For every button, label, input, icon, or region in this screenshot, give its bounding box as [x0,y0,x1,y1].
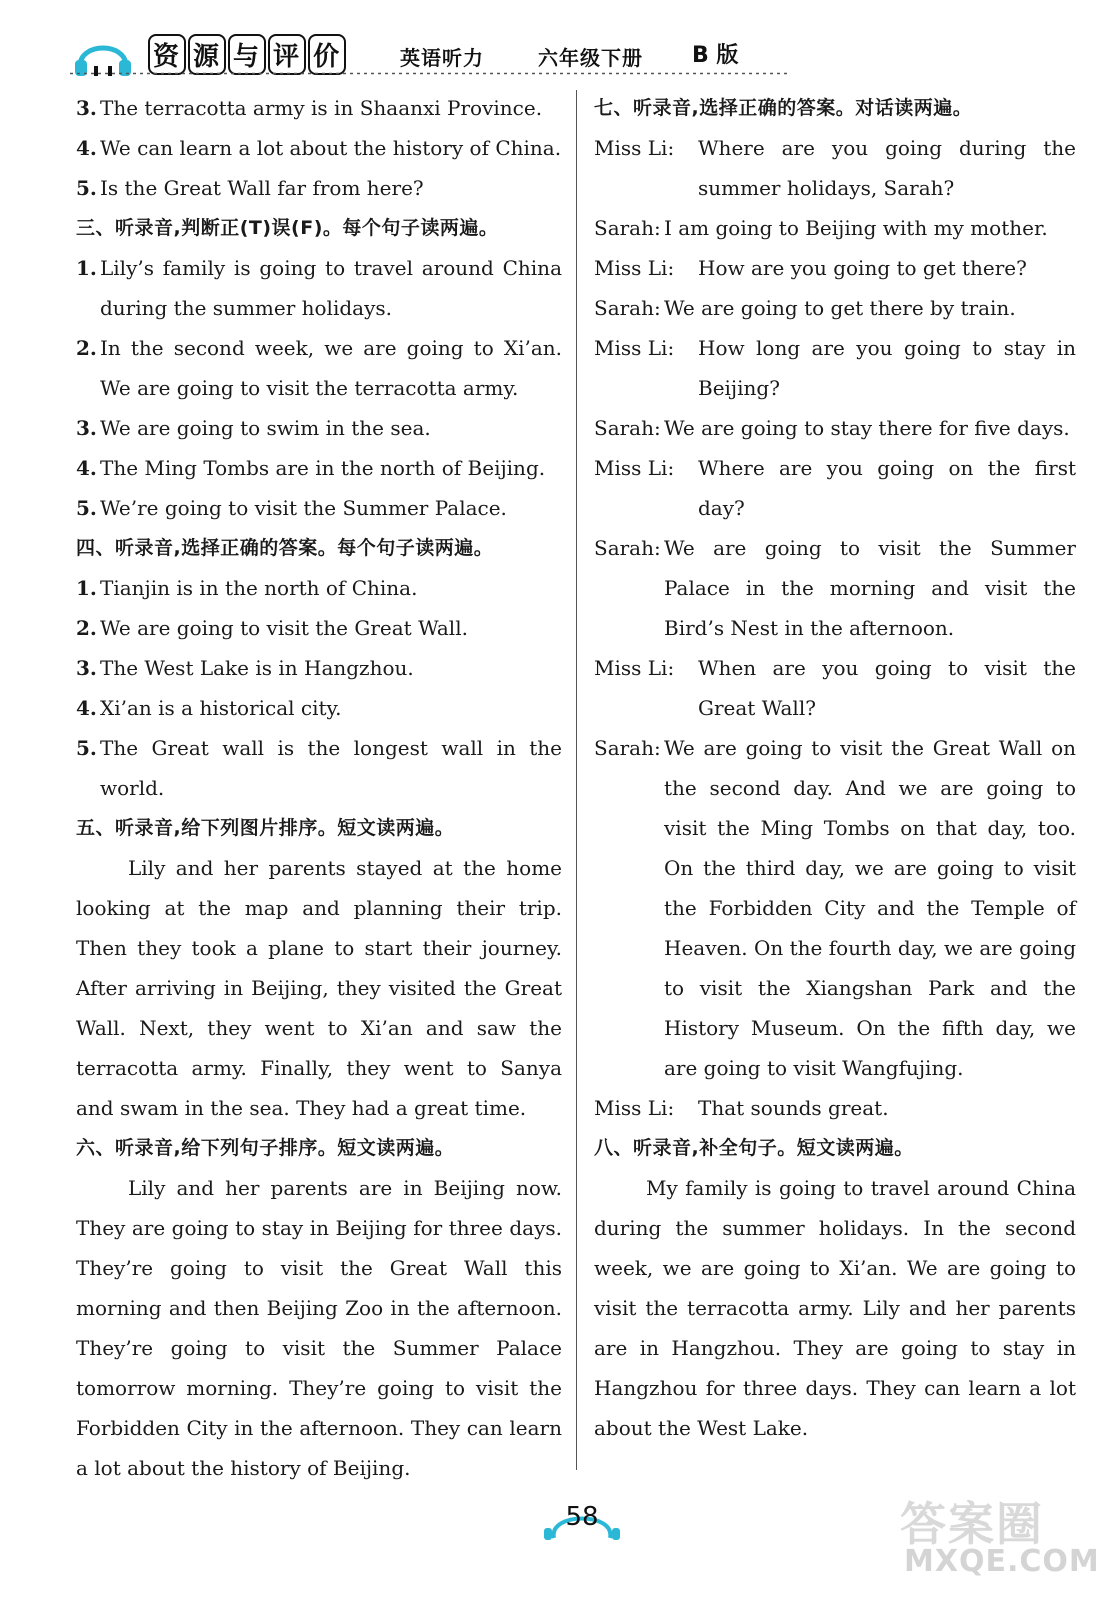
section-3-title: 三、听录音,判断正(T)误(F)。每个句子读两遍。 [76,217,499,239]
version-label: B 版 [692,43,739,68]
dialogue-text: We are going to visit the Summer Palace in the morning and visit the Bird’s Nest in the afternoon. [664,536,1076,640]
list-item: 5. The Great wall is the longest wall in the world. [76,736,562,800]
speaker-label: Miss Li: [594,656,675,680]
dialogue-line [594,208,1076,248]
page-number: 58 [565,1502,599,1532]
list-item: 2. We are going to visit the Great Wall. [76,616,468,640]
dialogue-line [594,408,1076,448]
section-6-title: 六、听录音,给下列句子排序。短文读两遍。 [76,1137,455,1159]
list-item: 1. Tianjin is in the north of China. [76,576,418,600]
dialogue-line [594,728,1076,1088]
dialogue-text: We are going to visit the Great Wall on the second day. And we are going to visit the Ming Tombs on that day, too. On the third day, we are going to visit the Forbidden City and the Temple of Heaven. On the fourth day, we are going to visit the Xiangshan Park and the History Museum. On the fifth day, we are going to visit Wangfujing. [664,736,1076,1080]
dialogue-line [594,528,1076,648]
dialogue-line [594,128,1076,208]
speaker-label: Sarah: [594,416,661,440]
left-column [76,88,562,1488]
list-item: 3. The terracotta army is in Shaanxi Province. [76,96,543,120]
section-5-title: 五、听录音,给下列图片排序。短文读两遍。 [76,817,455,839]
list-item: 5. Is the Great Wall far from here? [76,176,424,200]
speaker-label: Sarah: [594,216,661,240]
watermark-logo: 答案圈 [900,1497,1044,1551]
header-dotted-rule [70,72,790,75]
subject-label: 英语听力 [400,46,484,70]
section-6-passage: Lily and her parents are in Beijing now. They are going to stay in Beijing for three days. They’re going to visit the Great Wall this morning and then Beijing Zoo in the afternoon. They’re going to visit the Summer Palace tomorrow morning. They’re going to visit the Forbidden City in the afternoon. They can learn a lot about the history of Beijing. [76,1176,562,1480]
section-4-title: 四、听录音,选择正确的答案。每个句子读两遍。 [76,537,494,559]
dialogue-text: We are going to get there by train. [664,296,1016,320]
section-8-passage: My family is going to travel around China during the summer holidays. In the second week, we are going to Xi’an. We are going to visit the terracotta army. Lily and her parents are in Hangzhou. They are going to stay in Hangzhou for three days. They can learn a lot about the West Lake. [594,1176,1076,1440]
dialogue-line [594,648,1076,728]
dialogue-text: Where are you going during the summer holidays, Sarah? [698,136,1076,200]
grade-label: 六年级下册 [538,46,643,70]
page-number-badge [540,1498,624,1542]
dialogue-line [594,1088,1076,1128]
speaker-label: Sarah: [594,736,661,760]
list-item: 5. We’re going to visit the Summer Palace. [76,496,507,520]
speaker-label: Miss Li: [594,256,675,280]
dialogue-line [594,328,1076,408]
list-item: 4. The Ming Tombs are in the north of Beijing. [76,456,546,480]
dialogue-text: That sounds great. [698,1096,889,1120]
dialogue-line [594,248,1076,288]
speaker-label: Miss Li: [594,1096,675,1120]
section-8-title: 八、听录音,补全句子。短文读两遍。 [594,1137,914,1159]
speaker-label: Sarah: [594,536,661,560]
section-7-title: 七、听录音,选择正确的答案。对话读两遍。 [594,97,973,119]
dialogue-text: I am going to Beijing with my mother. [664,216,1048,240]
list-item: 2. In the second week, we are going to Xi’an. We are going to visit the terracotta army. [76,336,562,400]
dialogue-line [594,448,1076,528]
list-item: 3. The West Lake is in Hangzhou. [76,656,414,680]
speaker-label: Miss Li: [594,456,675,480]
speaker-label: Miss Li: [594,336,675,360]
watermark [900,1488,1100,1588]
watermark-url: MXQE.COM [904,1544,1100,1579]
dialogue-text: When are you going to visit the Great Wall? [698,656,1076,720]
column-divider [576,90,577,1470]
dialogue-text: How long are you going to stay in Beijing? [698,336,1076,400]
dialogue-text: Where are you going on the first day? [698,456,1076,520]
right-column [594,88,1076,1448]
dialogue-line [594,288,1076,328]
list-item: 4. We can learn a lot about the history of China. [76,136,562,160]
speaker-label: Sarah: [594,296,661,320]
list-item: 1. Lily’s family is going to travel around China during the summer holidays. [76,256,562,320]
dialogue-text: How are you going to get there? [698,256,1027,280]
section-5-passage: Lily and her parents stayed at the home looking at the map and planning their trip. Then they took a plane to start their journey. After arriving in Beijing, they visited the Great Wall. Next, they went to Xi’an and saw the terracotta army. Finally, they went to Sanya and swam in the sea. They had a great time. [76,856,562,1120]
speaker-label: Miss Li: [594,136,675,160]
brand-title: 资 源 与 评 价 [148,34,348,75]
list-item: 3. We are going to swim in the sea. [76,416,431,440]
list-item: 4. Xi’an is a historical city. [76,696,342,720]
dialogue-text: We are going to stay there for five days. [664,416,1070,440]
